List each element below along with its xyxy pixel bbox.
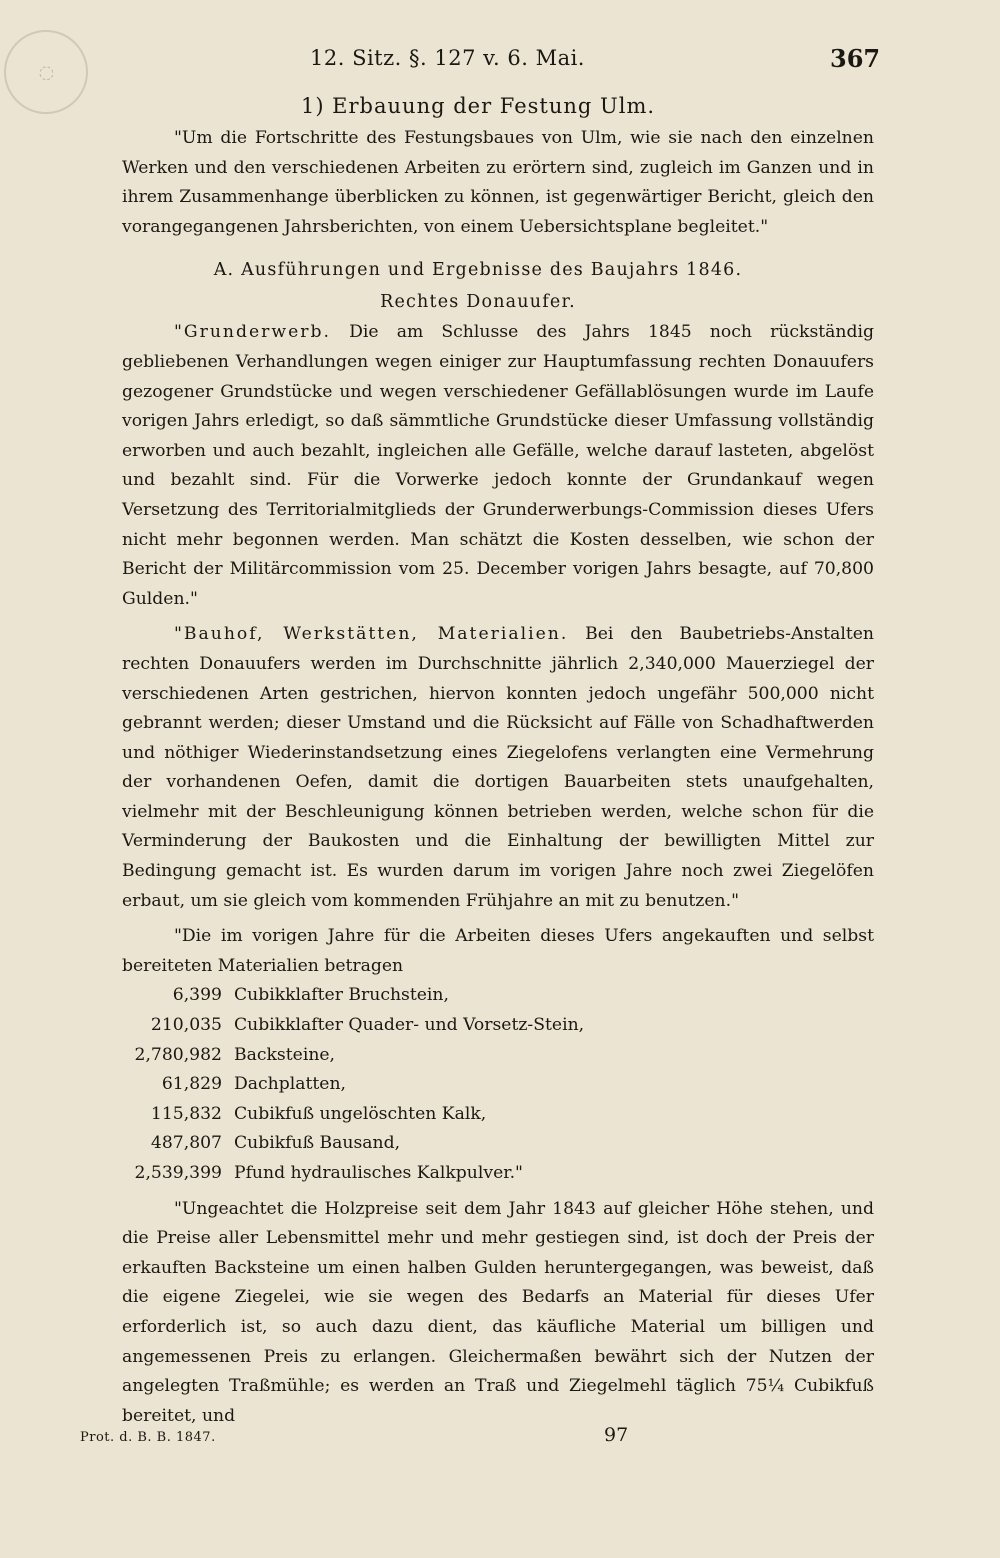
materials-list bbox=[122, 981, 874, 1188]
library-stamp-icon: ◌ bbox=[0, 18, 100, 126]
list-item bbox=[122, 1159, 874, 1189]
material-description: Cubikfuß Bausand, bbox=[234, 1133, 401, 1154]
material-quantity: 487,807 bbox=[150, 1133, 222, 1154]
list-item bbox=[122, 981, 874, 1011]
paragraph-body: Bei den Baubetriebs-Anstalten rechten Donauufers werden im Durchschnitte jährlich 2,340,000 Mauerziegel der verschiedenen Arten gestrichen, hiervon konnten jedoch ungefähr 500,000 nicht gebrannt werden; dieser Umstand und die Rücksicht auf Fälle von Schadhaftwerden und nöthiger Wiederinstandsetzung eines Ziegelofens verlangten eine Vermehrung der vorhandenen Oefen, damit die dortigen Bauarbeiten stets unaufgehalten, vielmehr mit der Beschleunigung können betrieben werden, welche schon für die Verminderung der Baukosten und die Einhaltung der bewilligten Mittel zur Bedingung gemacht ist. Es wurden darum im vorigen Jahre noch zwei Ziegelöfen erbaut, um sie gleich vom kommenden Frühjahre an mit zu benutzen." bbox=[122, 624, 874, 911]
section-title: 1) Erbauung der Festung Ulm. bbox=[300, 94, 656, 118]
subsection-b-heading: Rechtes Donauufer. bbox=[380, 292, 576, 313]
footer-source: Prot. d. B. B. 1847. bbox=[80, 1430, 216, 1445]
page-number: 367 bbox=[830, 44, 881, 73]
material-description: Dachplatten, bbox=[234, 1074, 346, 1095]
material-description: Backsteine, bbox=[234, 1044, 336, 1065]
body-text bbox=[122, 88, 874, 1431]
paragraph-prices: "Ungeachtet die Holzpreise seit dem Jahr 1843 auf gleicher Höhe stehen, und die Preise aller Lebensmittel mehr und mehr gestiegen sind, ist doch der Preis der erkauften Backsteine um einen halben Gulden heruntergegangen, was beweist, daß die eigene Ziegelei, wie sie wegen des Bedarfs an Material für dieses Ufer erforderlich ist, so auch dazu dient, das käufliche Material um billigen und angemessenen Preis zu erlangen. Gleichermaßen bewährt sich der Nutzen der angelegten Traßmühle; es werden an Traß und Ziegelmehl täglich 75¼ Cubikfuß bereitet, und bbox=[122, 1198, 874, 1426]
paragraph-bauhof bbox=[122, 620, 874, 916]
paragraph-lead: "Grunderwerb. bbox=[174, 322, 331, 343]
subsection-a-heading: A. Ausführungen und Ergebnisse des Baujahrs 1846. bbox=[213, 260, 743, 281]
footer-signature: 97 bbox=[604, 1424, 629, 1446]
list-item bbox=[122, 1041, 874, 1071]
material-quantity: 115,832 bbox=[150, 1103, 222, 1124]
list-item bbox=[122, 1129, 874, 1159]
paragraph-lead: "Bauhof, Werkstätten, Materialien. bbox=[174, 624, 569, 645]
material-quantity: 210,035 bbox=[150, 1015, 222, 1036]
list-item bbox=[122, 1100, 874, 1130]
material-quantity: 2,539,399 bbox=[134, 1163, 222, 1183]
material-quantity: 6,399 bbox=[172, 985, 222, 1006]
intro-paragraph: "Um die Fortschritte des Festungsbaues von Ulm, wie sie nach den einzelnen Werken und den verschiedenen Arbeiten zu erörtern sind, zugleich im Ganzen und in ihrem Zusammenhange überblicken zu können, ist gegenwärtiger Bericht, gleich den vorangegangenen Jahrsberichten, von einem Uebersichtsplane begleitet." bbox=[122, 128, 874, 237]
paragraph-grunderwerb bbox=[122, 318, 874, 614]
paragraph-materials-intro: "Die im vorigen Jahre für die Arbeiten dieses Ufers angekauften und selbst bereiteten Materialien betragen bbox=[122, 926, 874, 976]
paragraph-body: Die am Schlusse des Jahrs 1845 noch rückständig gebliebenen Verhandlungen wegen einiger zur Hauptumfassung rechten Donauufers gezogener Grundstücke und wegen verschiedener Gefällablösungen wurde im Laufe vorigen Jahrs erledigt, so daß sämmtliche Grundstücke dieser Umfassung vollständig erworben und auch bezahlt, ingleichen alle Gefälle, welche darauf lasteten, abgelöst und bezahlt sind. Für die Vorwerke jedoch konnte der Grundankauf wegen Versetzung des Territorialmitglieds der Grunderwerbungs-Commission dieses Ufers nicht mehr begonnen werden. Man schätzt die Kosten desselben, wie schon der Bericht der Militärcommission vom 25. December vorigen Jahrs besagte, auf 70,800 Gulden." bbox=[122, 322, 874, 609]
material-quantity: 2,780,982 bbox=[134, 1044, 222, 1065]
material-description: Cubikfuß ungelöschten Kalk, bbox=[234, 1103, 487, 1124]
running-head: 12. Sitz. §. 127 v. 6. Mai. bbox=[310, 46, 585, 70]
list-item bbox=[122, 1070, 874, 1100]
list-item bbox=[122, 1011, 874, 1041]
material-description: Cubikklafter Bruchstein, bbox=[234, 985, 449, 1006]
material-description: Pfund hydraulisches Kalkpulver." bbox=[234, 1163, 523, 1183]
material-description: Cubikklafter Quader- und Vorsetz-Stein, bbox=[234, 1015, 585, 1036]
material-quantity: 61,829 bbox=[161, 1074, 222, 1095]
